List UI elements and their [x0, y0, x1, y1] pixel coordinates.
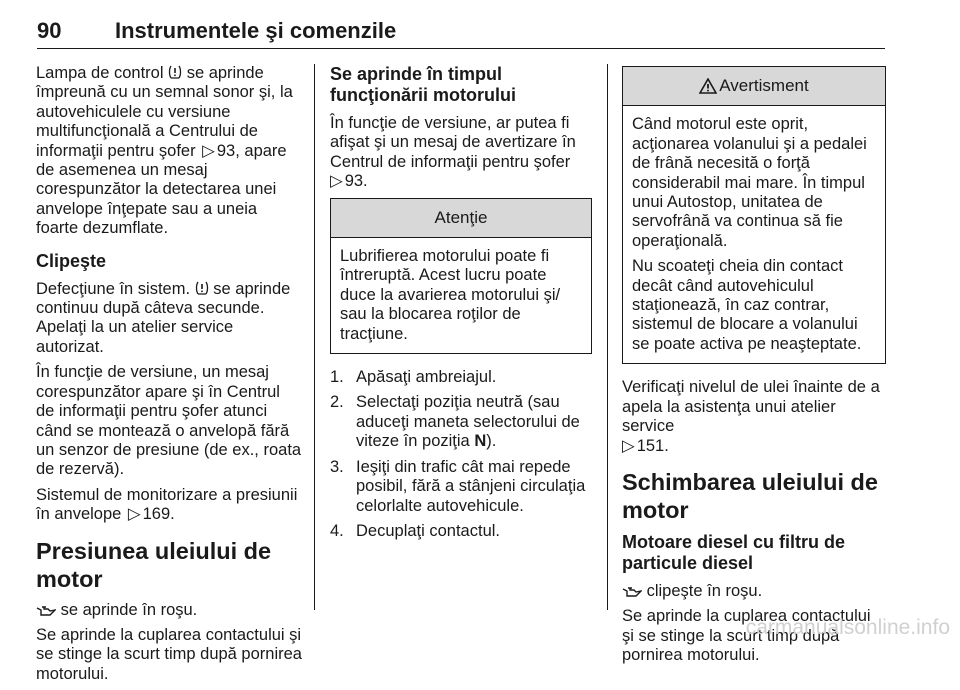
page-reference-icon: ▷ — [127, 505, 141, 524]
page-number: 90 — [37, 18, 62, 43]
column-right — [622, 64, 886, 672]
page-header — [37, 10, 885, 49]
warning-triangle-icon — [699, 78, 717, 94]
list-item: 2. Selectaţi poziţia neutră (sau aduceţi maneta selectorului de viteze în poziţia N). — [330, 393, 580, 451]
oil-can-icon — [622, 586, 642, 598]
heading-oil-change: Schimbarea uleiului de motor — [622, 468, 878, 523]
steps-list — [330, 368, 592, 541]
page-reference-icon: ▷ — [330, 172, 343, 191]
heading-oil-pressure: Presiunea uleiului de motor — [36, 537, 272, 592]
list-item: 1. Apăsaţi ambreiajul. — [330, 368, 497, 387]
paragraph-oil-change-flash: clipeşte în roşu. — [622, 582, 886, 601]
caution-box-title: Atenţie — [331, 199, 591, 238]
list-item: 4. Decuplaţi contactul. — [330, 521, 500, 540]
page-reference-icon: ▷ — [622, 436, 635, 455]
caution-box-text: Lubrifierea motorului poate fi întreruptă. Acest lucru poate duce la avarierea motorului şi/ sau la blocarea roţilor de tracţiune. — [340, 247, 561, 343]
caution-box — [330, 198, 592, 354]
paragraph-warning-message: În funcţie de versiune, ar putea fi afişat şi un mesaj de avertizare în Centrul de informaţii pentru şofer ▷ 93. — [330, 114, 576, 191]
paragraph-oil-ignition: Se aprinde la cuplarea contactului şi se stinge la scurt timp după pornirea motorului. — [36, 625, 302, 683]
page-title: Instrumentele şi comenzile — [115, 18, 397, 43]
column-middle — [330, 64, 592, 547]
paragraph-tpms-ref: Sistemul de monitorizare a presiunii în anvelope ▷ 169. — [36, 485, 298, 524]
paragraph-check-oil: Verificaţi nivelul de ulei înainte de a apela la asistenţa unui atelier service ▷ 151. — [622, 378, 880, 455]
warning-box-text-2: Nu scoateţi cheia din contact decât când autovehiculul staţionează, în caz contrar, sistemul de blocare a volanului se poate activa pe neaşteptate. — [632, 257, 862, 353]
column-divider — [314, 64, 315, 610]
tire-pressure-icon — [195, 280, 209, 296]
heading-diesel-filter: Motoare diesel cu filtru de particule diesel — [622, 531, 846, 573]
tire-pressure-icon — [168, 64, 182, 80]
paragraph-oil-change-ignition: Se aprinde la cuplarea contactului şi se stinge la scurt timp după pornirea motorului. — [622, 607, 871, 665]
list-item: 3. Ieşiţi din trafic cât mai repede posibil, fără a stânjeni circulaţia celorlalte autovehicule. — [330, 457, 586, 515]
column-divider — [607, 64, 608, 610]
warning-box-title: Avertisment — [623, 67, 885, 106]
paragraph-spare-wheel: În funcţie de versiune, un mesaj corespunzător apare şi în Centrul de informaţii pentru şofer atunci când se montează o anvelopă fără un senzor de presiune (de ex., roata de rezervă). — [36, 363, 302, 479]
heading-flashing: Clipeşte — [36, 250, 107, 271]
page-reference-icon: ▷ — [202, 141, 215, 160]
paragraph-fault: Defecţiune în sistem. se aprinde continuu după câteva secunde. Apelaţi la un atelier service autorizat. — [36, 279, 291, 356]
paragraph-oil-red: se aprinde în roşu. — [36, 601, 302, 620]
paragraph-tpms-lamp: Lampa de control se aprinde împreună cu un semnal sonor şi, la autovehiculele cu versiune multifuncţională a Centrului de informaţii pentru şofer ▷ 93, apare de asemenea un mesaj corespunzător la detectarea unei anvelope înţepate sau a uneia foarte dezumflate. — [36, 64, 293, 238]
column-left — [36, 64, 302, 690]
heading-engine-running: Se aprinde în timpul funcţionării motorului — [330, 64, 516, 105]
watermark: carmanualsonline.info — [745, 616, 950, 639]
oil-can-icon — [36, 605, 56, 617]
warning-box-text-1: Când motorul este oprit, acţionarea volanului şi a pedalei de frână necesită o forţă considerabil mai mare. În timpul unui Autostop, unitatea de servofrână va continua să fie operaţională. — [632, 115, 867, 250]
warning-box — [622, 66, 886, 364]
